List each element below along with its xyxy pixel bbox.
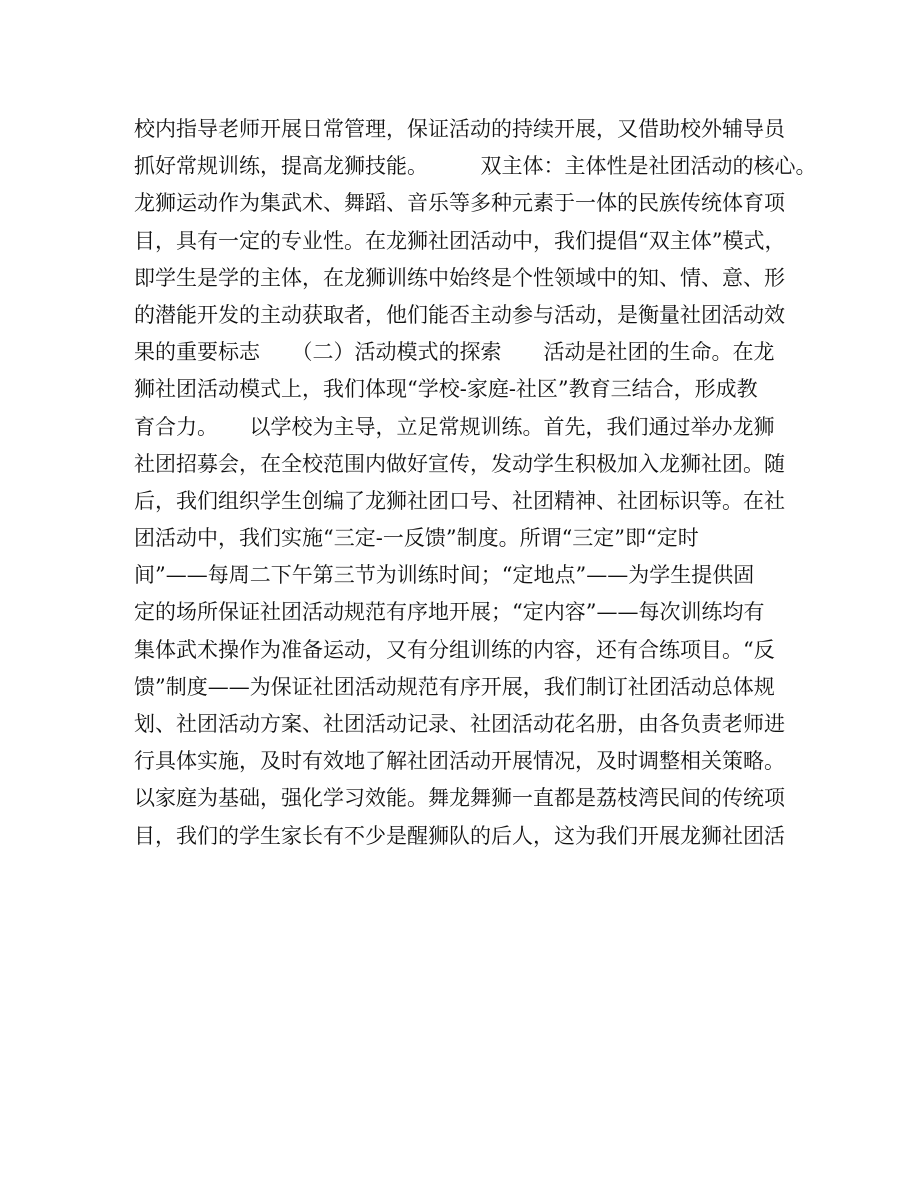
text-line: 狮社团活动模式上，我们体现“学校-家庭-社区”教育三结合，形成教 bbox=[134, 377, 758, 402]
text-line: 龙狮运动作为集武术、舞蹈、音乐等多种元素于一体的民族传统体育项 bbox=[134, 191, 785, 216]
text-line: 育合力。 以学校为主导，立足常规训练。首先，我们通过举办龙狮 bbox=[134, 414, 775, 439]
text-line: 间”——每周二下午第三节为训练时间；“定地点”——为学生提供固 bbox=[134, 563, 755, 588]
text-line: 校内指导老师开展日常管理，保证活动的持续开展，又借助校外辅导员 bbox=[134, 117, 785, 141]
text-line: 目，我们的学生家长有不少是醒狮队的后人，这为我们开展龙狮社团活 bbox=[134, 823, 785, 848]
text-line: 团活动中，我们实施“三定-一反馈”制度。所谓“三定”即“定时 bbox=[134, 526, 699, 551]
text-line: 馈”制度——为保证社团活动规范有序开展，我们制订社团活动总体规 bbox=[134, 674, 775, 699]
text-line: 行具体实施，及时有效地了解社团活动开展情况，及时调整相关策略。 bbox=[134, 749, 785, 774]
text-line: 集体武术操作为准备运动，又有分组训练的内容，还有合练项目。“反 bbox=[134, 637, 775, 662]
text-line: 后，我们组织学生创编了龙狮社团口号、社团精神、社团标识等。在社 bbox=[134, 488, 785, 513]
text-line: 划、社团活动方案、社团活动记录、社团活动花名册，由各负责老师进 bbox=[134, 712, 785, 736]
text-line: 抓好常规训练，提高龙狮技能。 双主体：主体性是社团活动的核心。 bbox=[134, 154, 817, 179]
text-line: 社团招募会，在全校范围内做好宣传，发动学生积极加入龙狮社团。随 bbox=[134, 451, 785, 476]
text-line: 定的场所保证社团活动规范有序地开展；“定内容”——每次训练均有 bbox=[134, 600, 765, 625]
text-line: 目，具有一定的专业性。在龙狮社团活动中，我们提倡“双主体”模式， bbox=[134, 228, 786, 253]
body-text bbox=[134, 111, 817, 855]
text-line: 果的重要标志 （二）活动模式的探索 活动是社团的生命。在龙 bbox=[134, 340, 775, 365]
text-line: 以家庭为基础，强化学习效能。舞龙舞狮一直都是荔枝湾民间的传统项 bbox=[134, 786, 785, 811]
text-line: 的潜能开发的主动获取者，他们能否主动参与活动，是衡量社团活动效 bbox=[134, 302, 785, 327]
text-line: 即学生是学的主体，在龙狮训练中始终是个性领域中的知、情、意、形 bbox=[134, 265, 785, 290]
